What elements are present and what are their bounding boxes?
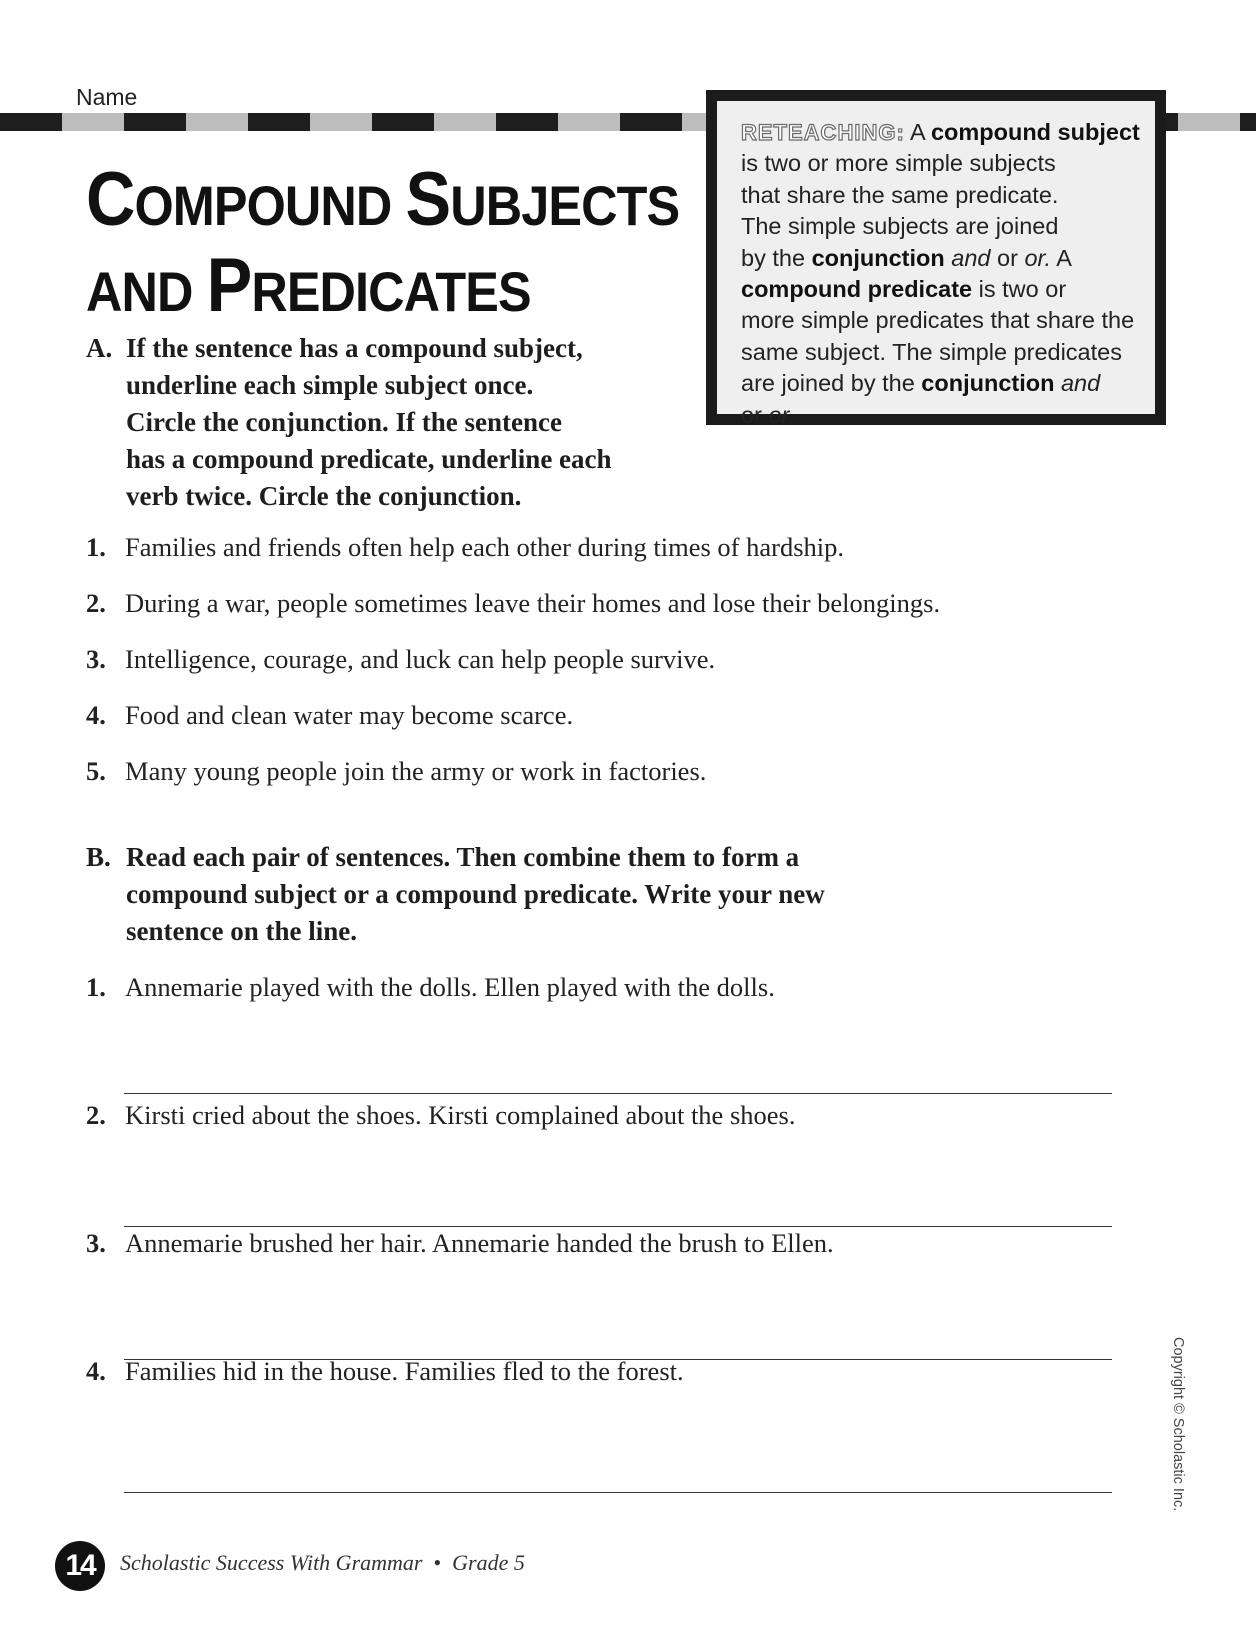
section-b-item: 2. Kirsti cried about the shoes. Kirsti complained about the shoes.	[86, 1100, 796, 1130]
section-a-instructions: A. If the sentence has a compound subject, underline each simple subject once. Circle the conjunction. If the sentence has a compound predicate, underline each verb twice. Circle the conjunction.	[86, 330, 612, 515]
title-line-1: COMPOUND SUBJECTS	[86, 157, 680, 242]
section-b-label: B.	[86, 842, 111, 872]
answer-line[interactable]	[124, 1093, 1112, 1094]
section-b-item: 4. Families hid in the house. Families fled to the forest.	[86, 1356, 684, 1386]
section-a-item: 2. During a war, people sometimes leave their homes and lose their belongings.	[86, 588, 941, 618]
section-b-item: 3. Annemarie brushed her hair. Annemarie handed the brush to Ellen.	[86, 1228, 834, 1258]
term-compound-predicate: compound predicate	[741, 276, 973, 303]
section-b-instructions: B. Read each pair of sentences. Then combine them to form a compound subject or a compound predicate. Write your new sentence on the line.	[86, 839, 825, 950]
term-compound-subject: compound subject	[930, 119, 1140, 145]
page-number-badge: 14	[55, 1541, 105, 1591]
footer-book-title: Scholastic Success With Grammar • Grade 5	[120, 1550, 525, 1575]
reteaching-tag: RETEACHING:	[741, 120, 905, 145]
copyright-notice: Copyright © Scholastic Inc.	[1170, 1337, 1186, 1512]
name-label: Name	[76, 84, 138, 110]
section-a-label: A.	[86, 333, 113, 363]
reteaching-box: RETEACHING: A compound subject is two or more simple subjects that share the same predicate. The simple subjects are joined by the conjunction and or or. A compound predicate is two or more simple predicates that share the same subject. The simple predicates are joined by the conjunction and or or.	[706, 90, 1166, 425]
page-title	[86, 157, 680, 332]
section-a-item: 5. Many young people join the army or work in factories.	[86, 756, 707, 786]
section-a-item: 4. Food and clean water may become scarce.	[86, 700, 574, 730]
section-a-item: 3. Intelligence, courage, and luck can help people survive.	[86, 644, 716, 674]
section-a-item: 1. Families and friends often help each other during times of hardship.	[86, 532, 844, 562]
section-b-item: 1. Annemarie played with the dolls. Ellen played with the dolls.	[86, 972, 775, 1002]
answer-line[interactable]	[124, 1492, 1112, 1493]
answer-line[interactable]	[124, 1226, 1112, 1227]
title-line-2: AND PREDICATES	[86, 243, 531, 328]
